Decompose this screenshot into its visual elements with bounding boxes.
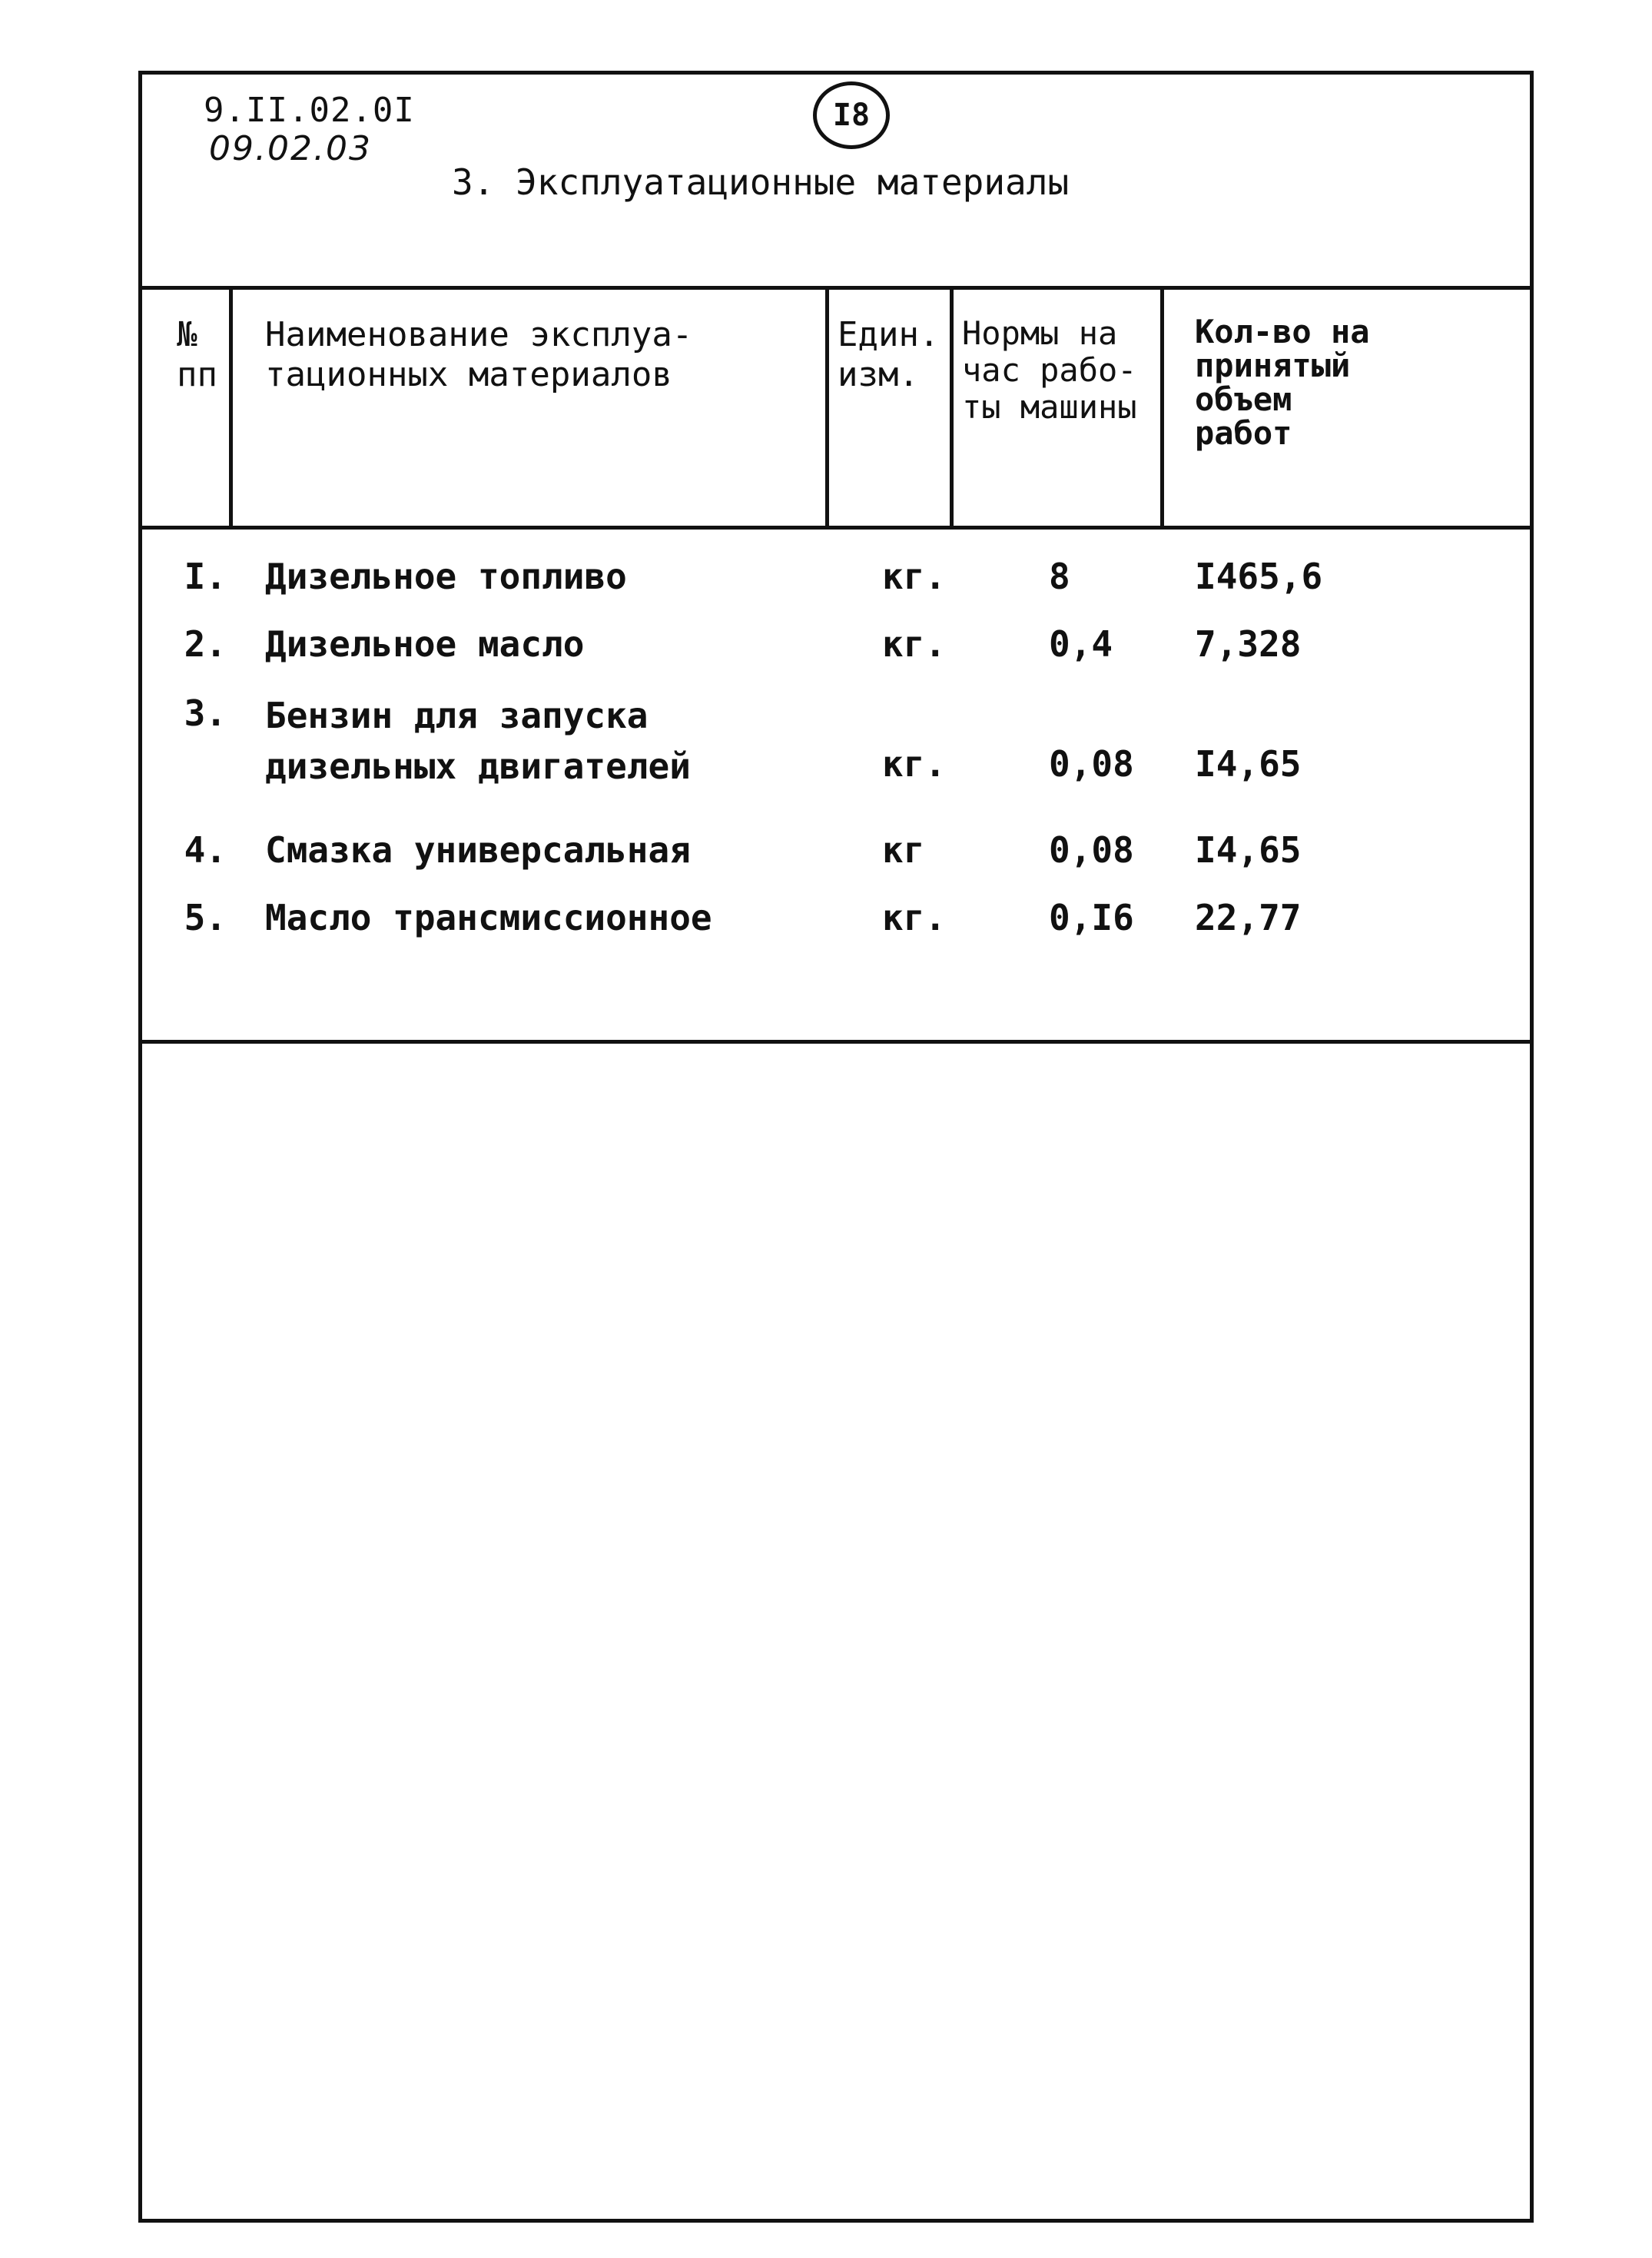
row-5-no: 5. bbox=[184, 897, 227, 938]
row-2-norm: 0,4 bbox=[1049, 623, 1113, 665]
row-4-unit: кг bbox=[882, 829, 925, 871]
row-3-norm: 0,08 bbox=[1049, 743, 1134, 785]
row-1-norm: 8 bbox=[1049, 556, 1070, 597]
row-1-name: Дизельное топливо bbox=[265, 556, 627, 597]
col-divider-no bbox=[229, 286, 233, 526]
document-code: 9.II.02.0I bbox=[204, 91, 415, 130]
page-number: I8 bbox=[813, 81, 890, 149]
row-4-norm: 0,08 bbox=[1049, 829, 1134, 871]
section-title: 3. Эксплуатационные материалы bbox=[452, 161, 1070, 203]
row-5-norm: 0,I6 bbox=[1049, 897, 1134, 938]
row-3-qty: I4,65 bbox=[1195, 743, 1302, 785]
row-3-no: 3. bbox=[184, 692, 227, 734]
row-2-qty: 7,328 bbox=[1195, 623, 1302, 665]
row-2-no: 2. bbox=[184, 623, 227, 665]
row-5-unit: кг. bbox=[882, 897, 947, 938]
header-norm: Нормы на час рабо- ты машины bbox=[962, 314, 1137, 426]
row-1-qty: I465,6 bbox=[1195, 556, 1323, 597]
table-header-bottom bbox=[138, 526, 1534, 530]
document-date: 09.02.03 bbox=[209, 129, 372, 168]
header-qty: Кол-во на принятый объем работ bbox=[1195, 313, 1370, 452]
row-4-no: 4. bbox=[184, 829, 227, 871]
row-3-name: Бензин для запуска дизельных двигателей bbox=[265, 695, 691, 787]
row-5-name: Масло трансмиссионное bbox=[265, 897, 712, 938]
header-no: № пп bbox=[177, 315, 217, 394]
col-divider-name bbox=[825, 286, 829, 526]
row-3-unit: кг. bbox=[882, 743, 947, 785]
header-divider bbox=[138, 286, 1534, 290]
header-unit: Един. изм. bbox=[838, 315, 940, 394]
row-4-name: Смазка универсальная bbox=[265, 829, 691, 871]
table-bottom bbox=[138, 1040, 1534, 1044]
row-1-unit: кг. bbox=[882, 556, 947, 597]
row-4-qty: I4,65 bbox=[1195, 829, 1302, 871]
row-1-no: I. bbox=[184, 556, 227, 597]
header-name: Наименование эксплуа- тационных материалов bbox=[265, 315, 693, 394]
row-2-unit: кг. bbox=[882, 623, 947, 665]
row-2-name: Дизельное масло bbox=[265, 623, 585, 665]
row-5-qty: 22,77 bbox=[1195, 897, 1302, 938]
